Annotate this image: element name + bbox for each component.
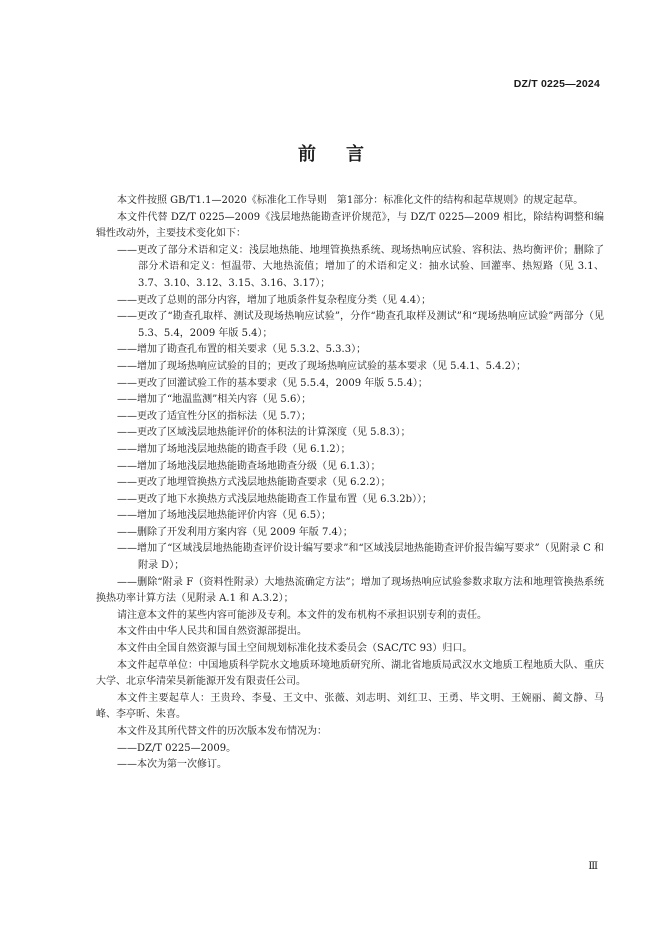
change-item: ——增加了场地浅层地热能评价内容（见 6.5）；: [117, 510, 332, 522]
change-item: ——更改了回灌试验工作的基本要求（见 5.5.4，2009 年版 5.5.4）；: [117, 377, 428, 389]
paragraph: 本文件及其所代替文件的历次版本发布情况为：: [117, 726, 327, 737]
paragraph: 本文件由中华人民共和国自然资源部提出。: [117, 626, 307, 638]
paragraph: 本文件由全国自然资源与国土空间规划标准化技术委员会（SAC/TC 93）归口。: [117, 643, 473, 655]
change-item: ——更改了部分术语和定义：浅层地热能、地埋管换热系统、现场热响应试验、容积法、热均衡评价；删除了部分术语和定义：恒温带、大地热流值；增加了的术语和定义：抽水试验、回灌率、热短路（见 3.1、3.7、3.10、3.12、3.15、3.16、3.17）；: [117, 244, 604, 289]
paragraph: 本文件代替 DZ/T 0225—2009《浅层地热能勘查评价规范》，与 DZ/T 0225—2009 相比，除结构调整和编辑性改动外，主要技术变化如下：: [96, 211, 604, 240]
change-item: ——增加了勘查孔布置的相关要求（见 5.3.2、5.3.3）；: [117, 344, 367, 356]
paragraph: 本文件主要起草人：王贵玲、李曼、王文中、张薇、刘志明、刘红卫、王勇、毕文明、王婉丽、蔺文静、马峰、李亭昕、朱喜。: [96, 692, 604, 721]
paragraph: 本文件起草单位：中国地质科学院水文地质环境地质研究所、湖北省地质局武汉水文地质工程地质大队、重庆大学、北京华清荣昊新能源开发有限责任公司。: [96, 659, 604, 688]
change-item: ——增加了“区域浅层地热能勘查评价设计编写要求”和“区域浅层地热能勘查评价报告编写要求”（见附录 C 和附录 D）；: [117, 543, 604, 572]
change-item: ——更改了区域浅层地热能评价的体积法的计算深度（见 5.8.3）；: [117, 427, 411, 439]
paragraph: 本文件按照 GB/T1.1—2020《标准化工作导则 第1部分：标准化文件的结构和起草规则》的规定起草。: [117, 195, 584, 206]
change-item: ——更改了地埋管换热方式浅层地热能勘查要求（见 6.2.2）；: [117, 477, 391, 489]
paragraph: 请注意本文件的某些内容可能涉及专利。本文件的发布机构不承担识别专利的责任。: [117, 609, 487, 621]
page-title: 前言: [298, 144, 394, 165]
history-item: ——DZ/T 0225—2009。: [117, 742, 237, 754]
change-item: ——删除“附录 F（资料性附录）大地热流确定方法”；增加了现场热响应试验参数求取方法和地理管换热系统换热功率计算方法（见附录 A.1 和 A.3.2）；: [96, 576, 604, 605]
change-item: ——更改了地下水换热方式浅层地热能勘查工作量布置（见 6.3.2b））；: [117, 493, 433, 505]
change-item: ——更改了“勘查孔取样、测试及现场热响应试验”，分作“勘查孔取样及测试”和“现场热响应试验”两部分（见 5.3、5.4，2009 年版 5.4）；: [117, 311, 604, 339]
history-item: ——本次为第一次修订。: [117, 759, 227, 771]
change-item: ——增加了场地浅层地热能的勘查手段（见 6.1.2）；: [117, 443, 351, 455]
page-number: Ⅲ: [588, 861, 598, 872]
document-code: DZ/T 0225—2024: [513, 78, 600, 90]
change-item: ——删除了开发利用方案内容（见 2009 年版 7.4）；: [117, 526, 353, 538]
change-item: ——更改了适宜性分区的指标法（见 5.7）；: [117, 410, 312, 422]
change-item: ——增加了场地浅层地热能勘查场地勘查分级（见 6.1.3）；: [117, 460, 381, 472]
change-item: ——更改了总则的部分内容，增加了地质条件复杂程度分类（见 4.4）；: [117, 294, 432, 306]
change-item: ——增加了“地温监测”相关内容（见 5.6）；: [117, 394, 312, 406]
foreword-body: [96, 193, 604, 774]
change-item: ——增加了现场热响应试验的目的；更改了现场热响应试验的基本要求（见 5.4.1、5.4.2）；: [117, 360, 527, 372]
